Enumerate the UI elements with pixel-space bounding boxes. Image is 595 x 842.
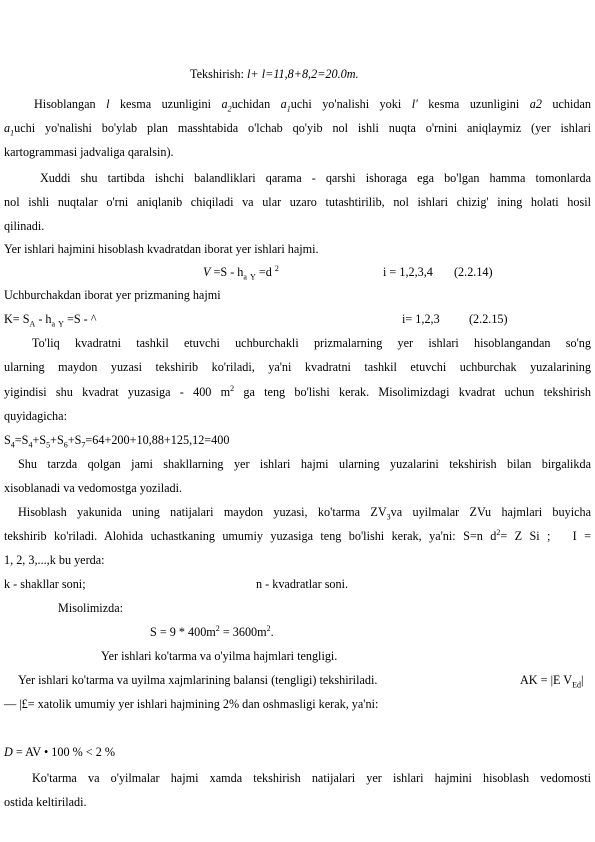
paragraph-3-line-1: To'liq kvadratni tashkil etuvchi uchburchakli prizmalarning yer ishlari hisoblangandan so'ng — [32, 336, 591, 350]
error-limit-line: — |£= xatolik umumiy yer ishlari hajmining 2% dan oshmasligi kerak, ya'ni: — [4, 697, 379, 711]
formula-2-2-14-number: (2.2.14) — [454, 265, 493, 279]
shapes-count-note: k - shakllar soni; — [4, 577, 86, 591]
paragraph-4-line-2: xisoblanadi va vedomostga yoziladi. — [4, 481, 183, 495]
formula-2-2-15-index: i= 1,2,3 — [402, 312, 440, 326]
formula-2-2-14-index: i = 1,2,3,4 — [383, 265, 433, 279]
example-label: Misolimizda: — [58, 601, 123, 615]
paragraph-2-line-1: Xuddi shu tartibda ishchi balandliklari qarama - qarshi ishoraga ega bo'lgan hamma tomonlarda — [40, 171, 591, 185]
formula-2-2-15: $K= S_A - h_a$ $_Y$ =S - ^ — [4, 312, 97, 329]
paragraph-2-line-2: nol ishli nuqtalar o'rni aniqlanib chiqiladi va ular uzaro tutashtirilib, nol ishlari chizig' ining holati hosil — [4, 195, 591, 209]
paragraph-3-line-3: yigindisi shu kvadrat yuzasiga - 400 $m^2$ ga teng bo'lishi kerak. Misolimizdagi kvadrat uchun tekshirish — [4, 383, 591, 399]
area-total-formula: $S = 9 * 400m^2 = 3600m^2$. — [150, 623, 274, 639]
paragraph-5-line-1: Hisoblash yakunida uning natijalari maydon yuzasi, ko'tarma $ZV_3va$ uyilmalar ZVu hajmlari buyicha — [18, 505, 591, 522]
check-line: Tekshirish: l+ l=11,8+8,2=20.0m. — [190, 67, 359, 81]
paragraph-3-line-2: ularning maydon yuzasi tekshirib ko'riladi, ya'ni kvadratni tashkil etuvchi uchburchak yuzalarining — [4, 360, 591, 374]
volume-heading: Yer ishlari hajmini hisoblash kvadratdan iborat yer ishlari hajmi. — [4, 242, 319, 256]
formula-2-2-15-number: (2.2.15) — [469, 312, 508, 326]
error-formula: D = AV • 100 % < 2 % — [4, 745, 116, 759]
squares-count-note: n - kvadratlar soni. — [256, 577, 349, 591]
area-sum-formula: $S_4=S_4+S_5+S_6+S_7=64+200+10,88+125,12=400$ — [4, 433, 230, 450]
volumes-equality-heading: Yer ishlari ko'tarma va o'yilma hajmlari tengligi. — [101, 649, 338, 663]
paragraph-6-line-1: Ko'tarma va o'yilmalar hajmi xamda tekshirish natijalari yer ishlari hajmini hisoblash vedomosti — [32, 771, 591, 785]
paragraph-4-line-1: Shu tarzda qolgan jami shakllarning yer ishlari hajmi ularning yuzalarini tekshirish bilan birgalikda — [18, 457, 591, 471]
paragraph-1-line-3: kartogrammasi jadvaliga qaralsin). — [4, 145, 174, 159]
paragraph-5-line-3: 1, 2, 3,...,k bu yerda: — [4, 553, 105, 567]
paragraph-6-line-2: ostida keltiriladi. — [4, 795, 87, 809]
balance-formula: AK = |E $V_{Ed}|$ — [520, 673, 584, 690]
paragraph-1-line-2: $a_1uchi$ yo'nalishi bo'ylab plan masshtabida o'lchab qo'yib nol ishli nuqta o'rnini aniqlaymiz (yer ishlari — [4, 121, 591, 138]
paragraph-1-line-1: Hisoblangan l kesma uzunligini $a_2uchidan$ $a_1uchi$ yo'nalishi yoki l' kesma uzunligini a2 uchidan — [34, 97, 591, 114]
paragraph-3-line-4: quyidagicha: — [4, 409, 67, 423]
paragraph-5-line-2: tekshirib ko'riladi. Alohida uchastkaning umumiy yuzasiga teng bo'lishi kerak, ya'ni: S=n $d^2= Z$ Si ; I = — [4, 527, 591, 543]
balance-check-line: Yer ishlari ko'tarma va uyilma xajmlarining balansi (tengligi) tekshiriladi. — [18, 673, 378, 687]
prism-heading: Uchburchakdan iborat yer prizmaning hajmi — [4, 288, 221, 302]
formula-2-2-14: $V =S - h_a$ $_Y$ =d $^2$ — [203, 263, 279, 282]
paragraph-2-line-3: qilinadi. — [4, 219, 45, 233]
